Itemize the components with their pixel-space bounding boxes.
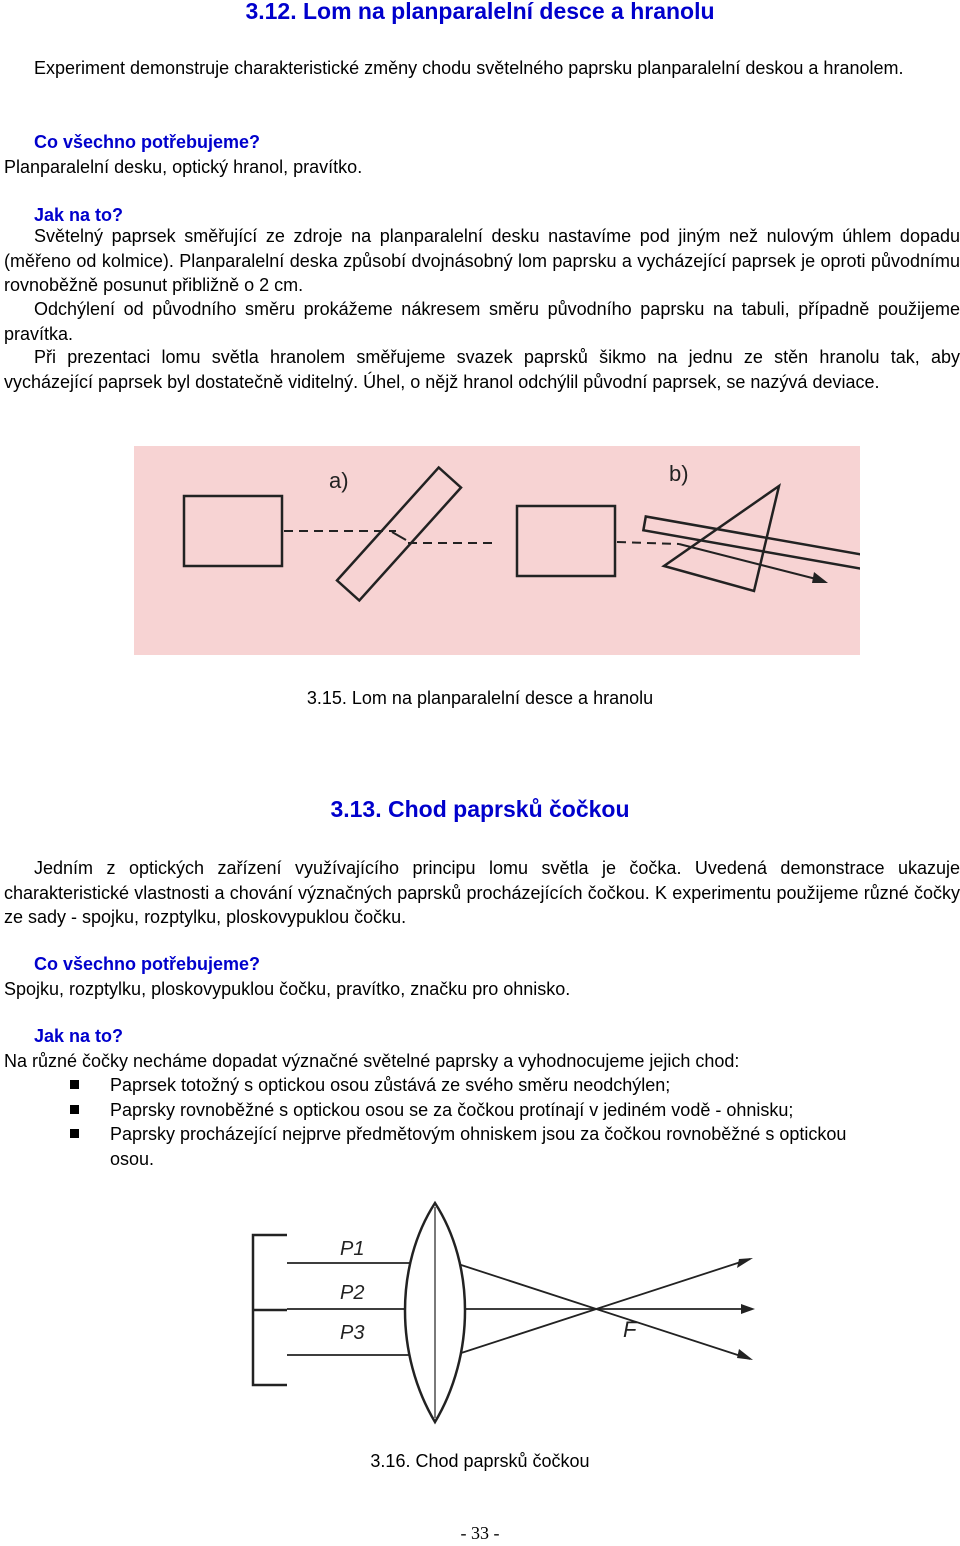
- label-p1: P1: [340, 1238, 365, 1260]
- section1-needs: [4, 130, 960, 179]
- section1-howto-p2: Odchýlení od původního směru prokážeme nákresem směru původního paprsku na tabuli, případně použijeme pravítka.: [4, 299, 960, 344]
- howto-label: Jak na to?: [34, 205, 124, 225]
- figure-lens-rays: [245, 1195, 765, 1430]
- arrow-head-p2: [741, 1304, 755, 1314]
- label-focus: F: [623, 1317, 637, 1342]
- list-item-text: Paprsky procházející nejprve předmětovým ohniskem jsou za čočkou rovnoběžné s optickou osou.: [110, 1124, 847, 1169]
- arrow-head-p3: [737, 1258, 753, 1268]
- bullet-square-icon: [70, 1129, 79, 1138]
- list-item: [70, 1098, 930, 1123]
- figure-label-a: a): [329, 468, 349, 493]
- figure-caption-3-15: 3.15. Lom na planparalelní desce a hranolu: [306, 688, 654, 708]
- figure-caption-3-16: 3.16. Chod paprsků čočkou: [370, 1451, 590, 1471]
- bullet-square-icon: [70, 1105, 79, 1114]
- bullet-square-icon: [70, 1080, 79, 1089]
- label-p3: P3: [340, 1322, 365, 1344]
- arrow-head-p1: [737, 1349, 753, 1360]
- section-title-3-13: 3.13. Chod paprsků čočkou: [330, 796, 630, 822]
- figure-plate-prism: [134, 446, 860, 655]
- label-p2: P2: [340, 1282, 365, 1304]
- page-number: - 33 -: [460, 1523, 500, 1543]
- ray-p1-out: [455, 1263, 750, 1359]
- howto-label-2: Jak na to?: [34, 1026, 124, 1046]
- needs-text: Planparalelní desku, optický hranol, pravítko.: [4, 156, 363, 177]
- section1-howto-p1: Světelný paprsek směřující ze zdroje na planparalelní desku nastavíme pod jiným než nulovým úhlem dopadu (měřeno od kolmice). Planparalelní deska způsobí dvojnásobný lom paprsku a vycházející paprsek je oproti původnímu rovnoběžně posunut přibližně o 2 cm.: [4, 226, 960, 295]
- list-item-text: Paprsek totožný s optickou osou zůstává ze svého směru neodchýlen;: [110, 1075, 671, 1095]
- list-item: [70, 1122, 850, 1171]
- section1-intro: Experiment demonstruje charakteristické změny chodu světelného paprsku planparalelní deskou a hranolem.: [34, 58, 904, 78]
- section1-howto-p3: Při prezentaci lomu světla hranolem směřujeme svazek paprsků šikmo na jednu ze stěn hranolu tak, aby vycházející paprsek byl dostatečně viditelný. Úhel, o nějž hranol odchýlil původní paprsek, se nazývá deviace.: [4, 347, 960, 392]
- howto-text-2: Na různé čočky necháme dopadat význačné světelné paprsky a vyhodnocujeme jejich chod:: [4, 1050, 740, 1071]
- list-item: [70, 1073, 930, 1098]
- needs-label: Co všechno potřebujeme?: [34, 132, 261, 152]
- needs-text-2: Spojku, rozptylku, ploskovypuklou čočku, pravítko, značku pro ohnisko.: [4, 978, 571, 999]
- figure-label-b: b): [669, 461, 689, 486]
- lens-rules-list: [70, 1073, 930, 1171]
- list-item-text: Paprsky rovnoběžné s optickou osou se za čočkou protínají v jediném vodě - ohnisku;: [110, 1099, 794, 1120]
- section-title-3-12: 3.12. Lom na planparalelní desce a hranolu: [245, 0, 715, 24]
- needs-label-2: Co všechno potřebujeme?: [34, 954, 261, 974]
- section2-intro: Jedním z optických zařízení využívajícího principu lomu světla je čočka. Uvedená demonstrace ukazuje charakteristické vlastnosti a chování význačných paprsků procházejících čočkou. K experimentu použijeme různé čočky ze sady - spojku, rozptylku, ploskovypuklou čočku.: [4, 858, 960, 927]
- section2-howto: [4, 1024, 960, 1073]
- ray-p3-out: [455, 1259, 750, 1355]
- section2-needs: [4, 952, 960, 1001]
